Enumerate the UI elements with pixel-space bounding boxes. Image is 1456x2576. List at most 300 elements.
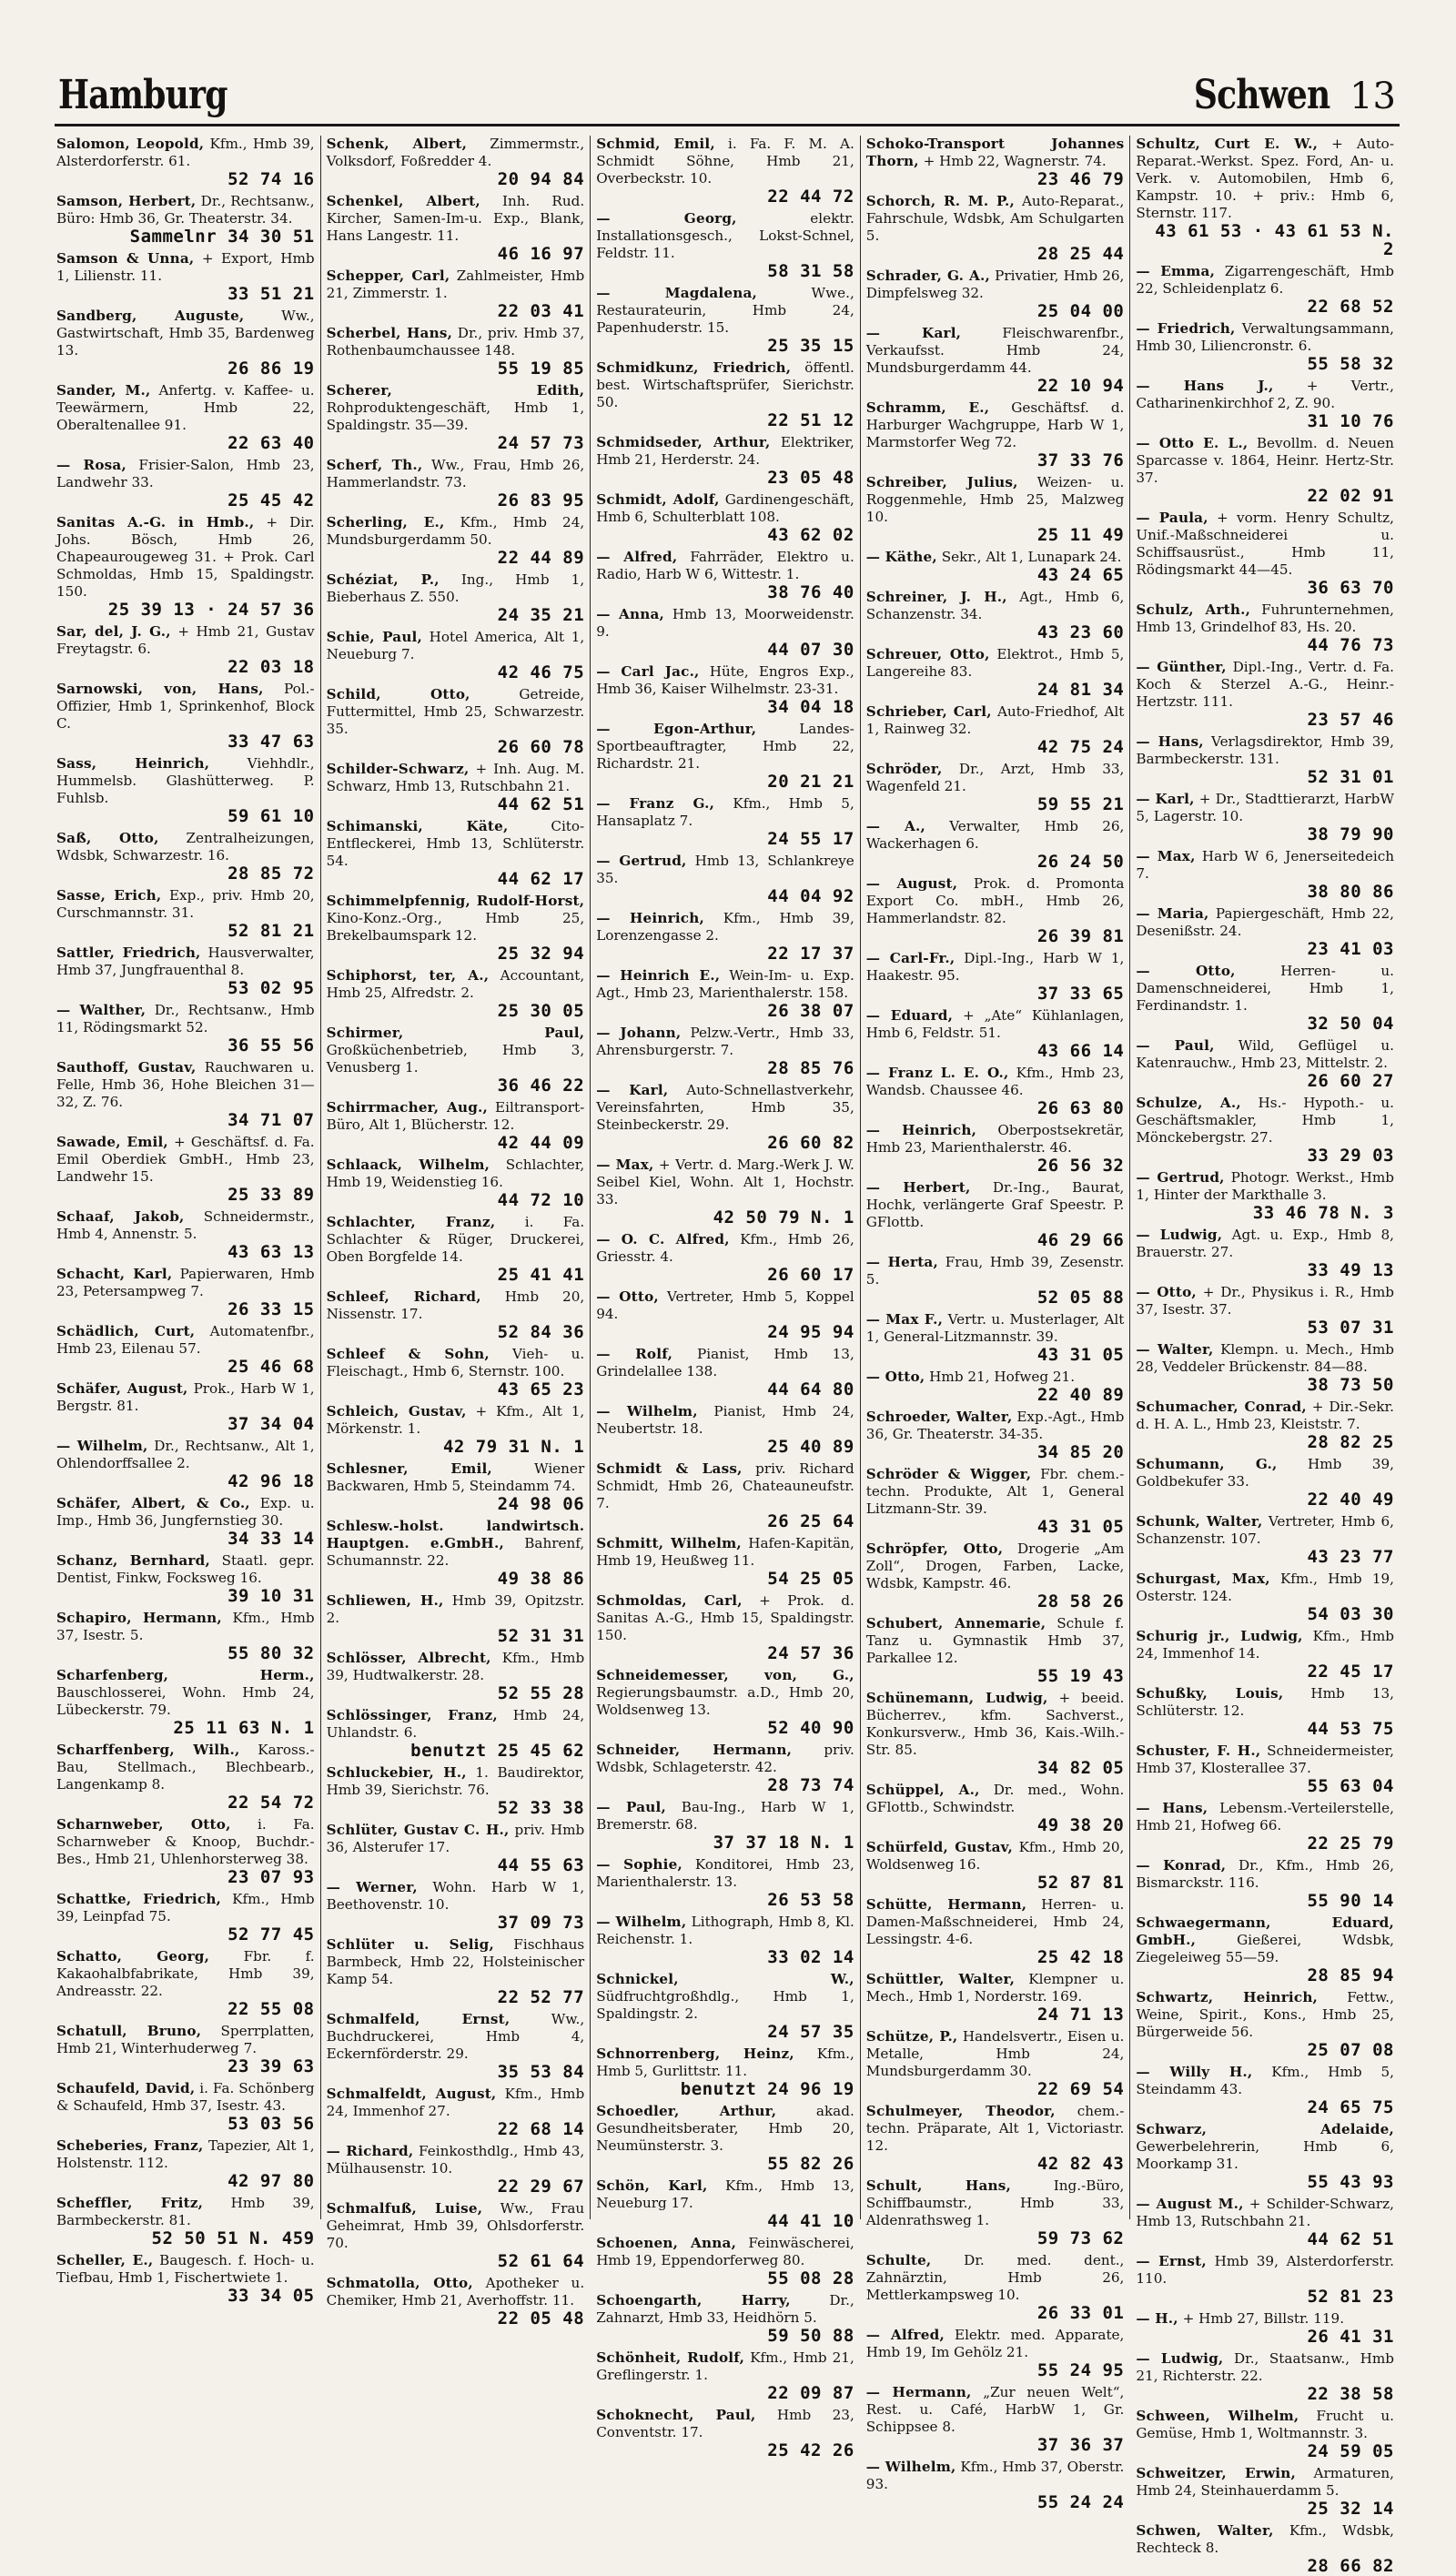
entry-detail: + Vertr. d. Marg.-Werk J. W. Seibel Kiel, Wohn. Alt 1, Hochstr. 33.	[596, 1157, 854, 1207]
entry-name: — Karl,	[1136, 791, 1195, 807]
entry-name: Schreiber, Julius,	[865, 474, 1018, 490]
entry-name: Schenk, Albert,	[326, 136, 468, 152]
directory-entry	[327, 629, 585, 682]
directory-entry	[1136, 2310, 1394, 2346]
entry-phone: 43 61 53 · 43 61 53 N. 2	[1155, 221, 1394, 259]
entry-name: — Walther,	[56, 1002, 147, 1018]
entry-detail: Bevollm. d. Neuen Sparcasse v. 1864, Heinr. Hertz-Str. 37.	[1136, 435, 1394, 486]
directory-entry	[866, 1409, 1125, 1461]
directory-entry	[1136, 1456, 1394, 1509]
entry-detail: Fuhrunternehmen, Hmb 13, Grindelhof 83, Hs. 20.	[1136, 601, 1394, 635]
entry-name: — Heinrich E.,	[596, 967, 721, 984]
entry-name: — Rosa,	[56, 457, 126, 473]
entry-phone: 28 85 94	[1307, 1965, 1394, 1985]
entry-name: Schoengarth, Harry,	[596, 2292, 791, 2308]
directory-entry	[866, 818, 1125, 871]
entry-name: Schulmeyer, Theodor,	[865, 2103, 1056, 2119]
directory-entry	[56, 887, 315, 940]
entry-phone: 54 25 05	[767, 1569, 854, 1589]
entry-name: Scherf, Th.,	[326, 457, 423, 473]
entry-phone: 24 95 94	[767, 1322, 854, 1342]
entry-detail: Konditorei, Hmb 23, Marienthalerstr. 13.	[596, 1856, 854, 1890]
entry-phone: 43 66 14	[1036, 1041, 1125, 1061]
entry-name: Schultz, Curt E. W.,	[1136, 136, 1319, 152]
directory-entry	[866, 1254, 1125, 1307]
directory-entry	[327, 967, 585, 1020]
entry-detail: Feinwäscherei, Hmb 19, Eppendorferweg 80.	[596, 2235, 854, 2268]
entry-phone: 22 68 52	[1307, 297, 1394, 317]
entry-name: Schröpfer, Otto,	[865, 1541, 1004, 1557]
entry-name: Sattler, Friedrich,	[56, 945, 201, 961]
directory-entry	[1136, 435, 1394, 505]
entry-phone: 33 47 63	[228, 732, 315, 752]
entry-phone: 34 33 14	[228, 1529, 315, 1549]
entry-name: — Hans J.,	[1136, 378, 1274, 394]
entry-detail: Privatier, Hmb 26, Dimpfelsweg 32.	[865, 268, 1125, 301]
entry-phone: 34 71 07	[228, 1110, 315, 1130]
entry-phone: 22 68 14	[497, 2119, 585, 2139]
directory-entry	[596, 549, 854, 601]
entry-name: Schwen, Walter,	[1136, 2522, 1274, 2539]
entry-detail: Klempner u. Mech., Hmb 1, Norderstr. 169.	[865, 1971, 1125, 2005]
directory-entry	[596, 1082, 854, 1152]
entry-name: Schapiro, Hermann,	[56, 1610, 222, 1626]
entry-name: — August M.,	[1136, 2196, 1244, 2212]
entry-detail: Vertreter, Hmb 6, Schanzenstr. 107.	[1136, 1513, 1394, 1547]
directory-entry	[327, 818, 585, 888]
entry-name: Schliewen, H.,	[326, 1592, 444, 1609]
entry-detail: Kfm., Hmb 5, Steindamm 43.	[1136, 2064, 1394, 2097]
entry-detail: Armaturen, Hmb 24, Steinhauerdamm 5.	[1136, 2465, 1394, 2499]
directory-entry	[56, 1002, 315, 1055]
entry-detail: Hmb 39, Goldbekufer 33.	[1136, 1456, 1394, 1490]
entry-phone: 25 41 41	[497, 1265, 585, 1285]
entry-name: — August,	[865, 875, 958, 892]
directory-entry	[596, 1971, 854, 2041]
entry-phone: 38 73 50	[1307, 1375, 1394, 1395]
entry-phone: 28 82 25	[1307, 1432, 1394, 1452]
entry-name: — Günther,	[1136, 659, 1227, 675]
entry-phone: 25 39 13 · 24 57 36	[107, 600, 315, 620]
entry-name: Schmalfeldt, August,	[326, 2086, 497, 2102]
entry-detail: Gießerei, Wdsbk, Ziegeleiweg 55—59.	[1136, 1932, 1394, 1965]
entry-name: — Paul,	[596, 1799, 666, 1815]
entry-phone: 55 82 26	[767, 2154, 854, 2174]
entry-detail: Zimmermstr., Volksdorf, Foßredder 4.	[326, 136, 585, 169]
directory-entry	[1136, 1037, 1394, 1090]
entry-name: Schwartz, Heinrich,	[1136, 1989, 1319, 2005]
entry-name: Schunk, Walter,	[1136, 1513, 1263, 1530]
directory-entry	[1136, 510, 1394, 597]
entry-detail: + Hmb 22, Wagnerstr. 74.	[923, 153, 1107, 169]
entry-detail: + Prok. d. Sanitas A.-G., Hmb 15, Spaldingstr. 150.	[596, 1592, 854, 1643]
directory-entry	[56, 1667, 315, 1737]
entry-detail: i. Fa. Schlachter & Rüger, Druckerei, Oben Borgfelde 14.	[326, 1214, 585, 1265]
entry-detail: Dr., Rechtsanw., Hmb 11, Rödingsmarkt 52.	[56, 1002, 315, 1035]
directory-entry	[327, 1288, 585, 1341]
entry-detail: + Dir.-Sekr. d. H. A. L., Hmb 23, Kleiststr. 7.	[1136, 1399, 1394, 1432]
entry-name: — Carl Jac.,	[596, 663, 700, 680]
entry-phone: 26 38 07	[767, 1001, 854, 1021]
entry-detail: Fbr. f. Kakaohalbfabrikate, Hmb 39, Andreasstr. 22.	[56, 1948, 315, 1999]
entry-name: Scheberies, Franz,	[56, 2137, 204, 2154]
entry-phone: 55 43 93	[1307, 2172, 1394, 2192]
entry-detail: Vertreter, Hmb 5, Koppel 94.	[596, 1288, 854, 1322]
entry-detail: Regierungsbaumstr. a.D., Hmb 20, Woldsenweg 13.	[596, 1684, 854, 1718]
directory-entry	[327, 1936, 585, 2006]
entry-phone: 34 04 18	[767, 697, 854, 717]
directory-entry	[1136, 2350, 1394, 2403]
directory-entry	[327, 1346, 585, 1399]
entry-phone: 26 39 81	[1036, 926, 1125, 946]
directory-entry	[56, 1742, 315, 1812]
entry-detail: Dr., Arzt, Hmb 33, Wagenfeld 21.	[865, 761, 1125, 794]
entry-detail: Oberpostsekretär, Hmb 23, Marienthalerstr. 46.	[865, 1122, 1125, 1156]
directory-entry	[56, 1266, 315, 1318]
entry-phone: 42 82 43	[1036, 2154, 1125, 2174]
entry-detail: Verwalter, Hmb 26, Wackerhagen 6.	[865, 818, 1125, 852]
entry-detail: Elektr. med. Apparate, Hmb 19, Im Gehölz 21.	[865, 2327, 1125, 2360]
entry-name: Schramm, E.,	[865, 399, 990, 416]
entry-name: Schween, Wilhelm,	[1136, 2408, 1299, 2424]
entry-detail: Kfm., Hmb 23, Wandsb. Chaussee 46.	[865, 1065, 1125, 1098]
entry-phone: 20 21 21	[767, 772, 854, 792]
entry-detail: Kino-Konz.-Org., Hmb 25, Brekelbaumspark 12.	[326, 910, 585, 944]
entry-phone: 25 42 26	[767, 2440, 854, 2460]
entry-name: Schmidt & Lass,	[596, 1460, 743, 1477]
entry-phone: 42 46 75	[497, 662, 585, 682]
entry-phone: 37 37 18 N. 1	[713, 1833, 854, 1853]
directory-entry	[327, 136, 585, 188]
entry-detail: Hmb 21, Hofweg 21.	[929, 1369, 1076, 1385]
entry-phone: 26 24 50	[1036, 852, 1125, 872]
entry-phone: 43 62 02	[767, 525, 854, 545]
entry-detail: Fischhaus Barmbeck, Hmb 22, Holsteinischer Kamp 54.	[326, 1936, 585, 1987]
entry-phone: 28 73 74	[767, 1775, 854, 1795]
entry-name: — Alfred,	[596, 549, 678, 565]
directory-entry	[866, 2028, 1125, 2098]
directory-entry	[866, 1690, 1125, 1777]
directory-entry	[1136, 905, 1394, 958]
entry-phone: 24 55 17	[767, 829, 854, 849]
entry-detail: Auto-Friedhof, Alt 1, Rainweg 32.	[865, 703, 1125, 737]
entry-phone: 42 50 79 N. 1	[713, 1207, 854, 1227]
directory-entry	[596, 285, 854, 355]
entry-phone: 33 46 78 N. 3	[1252, 1203, 1394, 1223]
entry-name: Schrader, G. A.,	[865, 268, 990, 284]
directory-entry	[866, 1615, 1125, 1685]
entry-phone: 22 44 89	[497, 548, 585, 568]
entry-detail: + beeid. Bücherrev., kfm. Sachverst., Konkursverw., Hmb 36, Kais.-Wilh.-Str. 85.	[865, 1690, 1125, 1758]
entry-name: Sass, Heinrich,	[56, 755, 210, 772]
entry-phone: 22 02 91	[1307, 486, 1394, 506]
entry-detail: Photogr. Werkst., Hmb 1, Hinter der Markthalle 3.	[1136, 1169, 1394, 1203]
entry-phone: 33 02 14	[767, 1947, 854, 1967]
entry-detail: Verwaltungsammann, Hmb 30, Liliencronstr. 6.	[1136, 320, 1394, 354]
entry-detail: „Zur neuen Welt“, Rest. u. Café, HarbW 1, Gr. Schippsee 8.	[865, 2384, 1125, 2435]
entry-detail: Verlagsdirektor, Hmb 39, Barmbeckerstr. 131.	[1136, 733, 1394, 767]
entry-detail: Hotel America, Alt 1, Neueburg 7.	[326, 629, 585, 662]
entry-detail: Elektrot., Hmb 5, Langereihe 83.	[865, 646, 1125, 680]
directory-entry	[596, 1288, 854, 1341]
entry-name: — Ludwig,	[1136, 2350, 1224, 2367]
entry-detail: + „Ate“ Kühlanlagen, Hmb 6, Feldstr. 51.	[865, 1007, 1125, 1041]
directory-entry	[866, 2384, 1125, 2454]
entry-name: Sarnowski, von, Hans,	[56, 681, 264, 697]
entry-name: Schilder-Schwarz,	[326, 761, 470, 777]
directory-entry	[1136, 2408, 1394, 2460]
entry-name: Schlüter, Gustav C. H.,	[326, 1822, 510, 1838]
entry-name: Scheller, E.,	[56, 2252, 154, 2268]
entry-name: — Herta,	[865, 1254, 938, 1270]
directory-entry	[56, 755, 315, 825]
entry-detail: Papiergeschäft, Hmb 22, Desenißstr. 24.	[1136, 905, 1394, 939]
directory-entry	[866, 1122, 1125, 1175]
entry-name: Schleef & Sohn,	[326, 1346, 490, 1362]
entry-phone: 52 05 88	[1036, 1288, 1125, 1308]
entry-name: — Otto,	[865, 1369, 925, 1385]
entry-phone: 25 11 63 N. 1	[173, 1718, 315, 1738]
entry-name: — Wilhelm,	[56, 1438, 148, 1454]
directory-entry	[56, 1495, 315, 1548]
entry-name: — Wilhelm,	[596, 1403, 698, 1419]
entry-detail: Accountant, Hmb 25, Alfredstr. 2.	[326, 967, 585, 1001]
directory-entry	[327, 1099, 585, 1152]
entry-detail: Bauschlosserei, Wohn. Hmb 24, Lübeckerstr. 79.	[56, 1684, 315, 1718]
directory-entry	[56, 1552, 315, 1605]
entry-detail: Kfm., Hmb 20, Woldsenweg 16.	[865, 1839, 1125, 1873]
entry-detail: Kfm., Hmb 24, Immenhof 14.	[1136, 1628, 1394, 1662]
entry-phone: 25 40 89	[767, 1437, 854, 1457]
entry-name: Schönheit, Rudolf,	[596, 2349, 745, 2366]
entry-name: Schulte,	[865, 2252, 932, 2268]
entry-name: — Otto,	[596, 1288, 659, 1305]
entry-detail: Harb W 6, Jenerseitedeich 7.	[1136, 848, 1394, 882]
directory-entry	[1136, 1914, 1394, 1985]
entry-detail: Kfm., Hmb 39, Hudtwalkerstr. 28.	[326, 1650, 585, 1683]
entry-name: Schanz, Bernhard,	[56, 1552, 210, 1569]
entry-phone: 26 33 01	[1036, 2303, 1125, 2323]
entry-phone: 52 55 28	[497, 1683, 585, 1703]
directory-entry	[1136, 1857, 1394, 1910]
directory-entry	[56, 2195, 315, 2248]
directory-entry	[866, 1466, 1125, 1536]
entry-name: Schleich, Gustav,	[326, 1403, 467, 1419]
entry-phone: 38 76 40	[767, 582, 854, 602]
directory-entry	[596, 2177, 854, 2230]
entry-name: — Sophie,	[596, 1856, 682, 1873]
entry-phone: 22 63 40	[228, 433, 315, 453]
entry-phone: 38 79 90	[1307, 824, 1394, 844]
entry-phone: 52 74 16	[228, 169, 315, 189]
entry-phone: 28 25 44	[1036, 244, 1125, 264]
directory-entry	[1136, 1399, 1394, 1451]
directory-entry	[866, 589, 1125, 641]
entry-detail: Schneidermeister, Hmb 37, Klosterallee 37.	[1136, 1743, 1394, 1776]
city-heading: Hamburg	[58, 72, 228, 118]
directory-entry	[327, 761, 585, 813]
entry-detail: Vertr. u. Musterlager, Alt 1, General-Litzmannstr. 39.	[865, 1311, 1125, 1345]
entry-phone: 26 60 82	[767, 1133, 854, 1153]
entry-name: — Heinrich,	[865, 1122, 977, 1138]
entry-name: — Willy H.,	[1136, 2064, 1253, 2080]
directory-entry	[56, 457, 315, 510]
entry-phone: 26 56 32	[1036, 1156, 1125, 1176]
entry-phone: 23 39 63	[228, 2056, 315, 2076]
entry-name: — Ludwig,	[1136, 1227, 1223, 1243]
entry-phone: 22 51 12	[767, 410, 854, 430]
entry-phone: 43 23 77	[1307, 1547, 1394, 1567]
entry-detail: Kfm., Hmb 37, Isestr. 5.	[56, 1610, 315, 1643]
entry-detail: Kfm., Hmb 26, Griesstr. 4.	[596, 1231, 854, 1265]
entry-name: — Werner,	[326, 1879, 418, 1895]
entry-name: Schumacher, Conrad,	[1136, 1399, 1307, 1415]
entry-name: — Heinrich,	[596, 910, 704, 926]
entry-detail: Sperrplatten, Hmb 21, Winterhuderweg 7.	[56, 2023, 315, 2056]
entry-phone: 44 64 80	[767, 1379, 854, 1399]
directory-entry	[1136, 848, 1394, 901]
directory-entry	[1136, 320, 1394, 373]
entry-phone: 43 65 23	[497, 1379, 585, 1399]
entry-name: Schreuer, Otto,	[865, 646, 990, 662]
entry-phone: 55 63 04	[1307, 1776, 1394, 1796]
entry-detail: priv. Hmb 36, Alsterufer 17.	[326, 1822, 585, 1855]
entry-name: — Anna,	[596, 606, 665, 622]
directory-entry	[327, 1650, 585, 1702]
entry-name: — Georg,	[596, 210, 737, 227]
entry-phone: 23 07 93	[228, 1867, 315, 1887]
entry-phone: 36 46 22	[497, 1076, 585, 1096]
entry-name: — Otto,	[1136, 1284, 1197, 1300]
directory-entry	[56, 514, 315, 619]
directory-entry	[866, 761, 1125, 813]
directory-entry	[56, 623, 315, 676]
entry-name: Schepper, Carl,	[326, 268, 450, 284]
entry-name: Schacht, Karl,	[56, 1266, 173, 1282]
entry-detail: Ing.-Büro, Schiffbaumstr., Hmb 33, Aldenrathsweg 1.	[865, 2177, 1125, 2228]
entry-name: Schäfer, August,	[56, 1380, 188, 1397]
entry-detail: Exp., priv. Hmb 20, Curschmannstr. 31.	[56, 887, 315, 921]
entry-name: — Richard,	[326, 2143, 414, 2159]
entry-phone: 23 41 03	[1307, 939, 1394, 959]
entry-detail: Ww., Frau Geheimrat, Hmb 39, Ohlsdorferstr. 70.	[326, 2200, 585, 2251]
directory-entry	[866, 2459, 1125, 2511]
entry-phone: 59 73 62	[1036, 2228, 1125, 2248]
entry-detail: Hmb 13, Schlankreye 35.	[596, 853, 854, 886]
entry-phone: 25 11 49	[1036, 525, 1125, 545]
entry-detail: Baugesch. f. Hoch- u. Tiefbau, Hmb 1, Fischertwiete 1.	[56, 2252, 315, 2286]
entry-phone: 22 45 17	[1307, 1662, 1394, 1682]
entry-phone: 22 17 37	[767, 944, 854, 964]
entry-name: Schoedler, Arthur,	[596, 2103, 777, 2119]
entry-name: — Emma,	[1136, 263, 1216, 279]
entry-detail: Kfm., Hmb 37, Oberstr. 93.	[865, 2459, 1125, 2492]
entry-detail: Kfm., Hmb 24, Mundsburgerdamm 50.	[326, 514, 585, 548]
entry-phone: 25 32 14	[1307, 2499, 1394, 2519]
entry-name: — Herbert,	[865, 1179, 971, 1196]
directory-entry	[1136, 791, 1394, 844]
directory-entry	[596, 1799, 854, 1852]
directory-entry	[596, 2407, 854, 2460]
entry-phone: 42 44 09	[497, 1133, 585, 1153]
directory-entry	[327, 193, 585, 263]
entry-detail: Auto-Reparat., Fahrschule, Wdsbk, Am Schulgarten 5.	[865, 193, 1125, 244]
directory-entry	[596, 795, 854, 848]
entry-detail: Automatenfbr., Hmb 23, Eilenau 57.	[56, 1323, 315, 1357]
directory-entry	[56, 1816, 315, 1886]
entry-detail: Exp.-Agt., Hmb 36, Gr. Theaterstr. 34-35.	[865, 1409, 1125, 1442]
entry-detail: Rohproduktengeschäft, Hmb 1, Spaldingstr. 35—39.	[326, 399, 585, 433]
entry-name: Schwarz, Adelaide,	[1136, 2121, 1394, 2137]
entry-detail: + Vertr., Catharinenkirchhof 2, Z. 90.	[1136, 378, 1394, 411]
entry-name: Schulze, A.,	[1136, 1095, 1241, 1111]
entry-name: Schimanski, Käte,	[326, 818, 509, 834]
entry-name: — Walter,	[1136, 1341, 1214, 1358]
entry-detail: Dr. med., Wohn. GFlottb., Schwindstr.	[865, 1782, 1125, 1815]
entry-name: Schünemann, Ludwig,	[865, 1690, 1048, 1706]
directory-entry	[56, 250, 315, 303]
entry-phone: 55 19 85	[497, 359, 585, 379]
entry-detail: Fahrräder, Elektro u. Radio, Harb W 6, Wittestr. 1.	[596, 549, 854, 582]
directory-entry	[1136, 1095, 1394, 1165]
directory-entry	[327, 1214, 585, 1284]
directory-entry	[327, 1879, 585, 1932]
entry-phone: 26 60 27	[1307, 1071, 1394, 1091]
directory-entry	[1136, 263, 1394, 316]
entry-name: Schaufeld, David,	[56, 2080, 196, 2096]
column-2	[320, 136, 591, 2329]
directory-entry	[56, 2137, 315, 2190]
entry-name: Saß, Otto,	[56, 830, 159, 846]
directory-entry	[866, 1896, 1125, 1966]
entry-phone: 22 54 72	[228, 1793, 315, 1813]
directory-entry	[1136, 1341, 1394, 1394]
entry-detail: Kaross.-Bau, Stellmach., Blechbearb., Langenkamp 8.	[56, 1742, 315, 1793]
entry-name: Schlüter u. Selig,	[326, 1936, 494, 1953]
entry-detail: Dr., priv. Hmb 37, Rothenbaumchaussee 148.	[326, 325, 585, 359]
entry-detail: öffentl. best. Wirtschaftsprüfer, Sierichstr. 50.	[596, 359, 854, 410]
entry-detail: Südfruchtgroßhdlg., Hmb 1, Spaldingstr. 2.	[596, 1988, 854, 2022]
directory-entry	[327, 571, 585, 624]
directory-entry	[327, 2086, 585, 2138]
entry-phone: 22 69 54	[1036, 2079, 1125, 2099]
entry-detail: Großküchenbetrieb, Hmb 3, Venusberg 1.	[326, 1042, 585, 1076]
directory-entry	[56, 1438, 315, 1490]
entry-phone: 33 51 21	[228, 284, 315, 304]
entry-name: Schurgast, Max,	[1136, 1571, 1270, 1587]
entry-detail: Dipl.-Ing., Vertr. d. Fa. Koch & Sterzel A.-G., Heinr.-Hertzstr. 111.	[1136, 659, 1394, 710]
entry-name: Schütze, P.,	[865, 2028, 958, 2045]
directory-entry	[866, 646, 1125, 699]
entry-name: Schuster, F. H.,	[1136, 1743, 1261, 1759]
entry-phone: 24 59 05	[1307, 2441, 1394, 2461]
entry-phone: 52 40 90	[767, 1718, 854, 1738]
entry-phone: 26 33 15	[228, 1299, 315, 1319]
directory-entry	[866, 193, 1125, 263]
directory-entry	[327, 1707, 585, 1760]
directory-entry	[56, 1059, 315, 1129]
entry-phone: 26 60 17	[767, 1265, 854, 1285]
entry-detail: Dr., Staatsanw., Hmb 21, Richterstr. 22.	[1136, 2350, 1394, 2384]
entry-phone: 55 19 43	[1036, 1666, 1125, 1686]
entry-phone: 24 57 36	[767, 1643, 854, 1663]
entry-phone: 22 55 08	[228, 1999, 315, 2019]
directory-entry	[866, 549, 1125, 584]
entry-detail: Herren- u. Damen-Maßschneiderei, Hmb 24, Lessingstr. 4-6.	[865, 1896, 1125, 1947]
entry-phone: 24 35 21	[497, 605, 585, 625]
directory-entry	[1136, 2196, 1394, 2248]
entry-name: Schweitzer, Erwin,	[1136, 2465, 1296, 2481]
